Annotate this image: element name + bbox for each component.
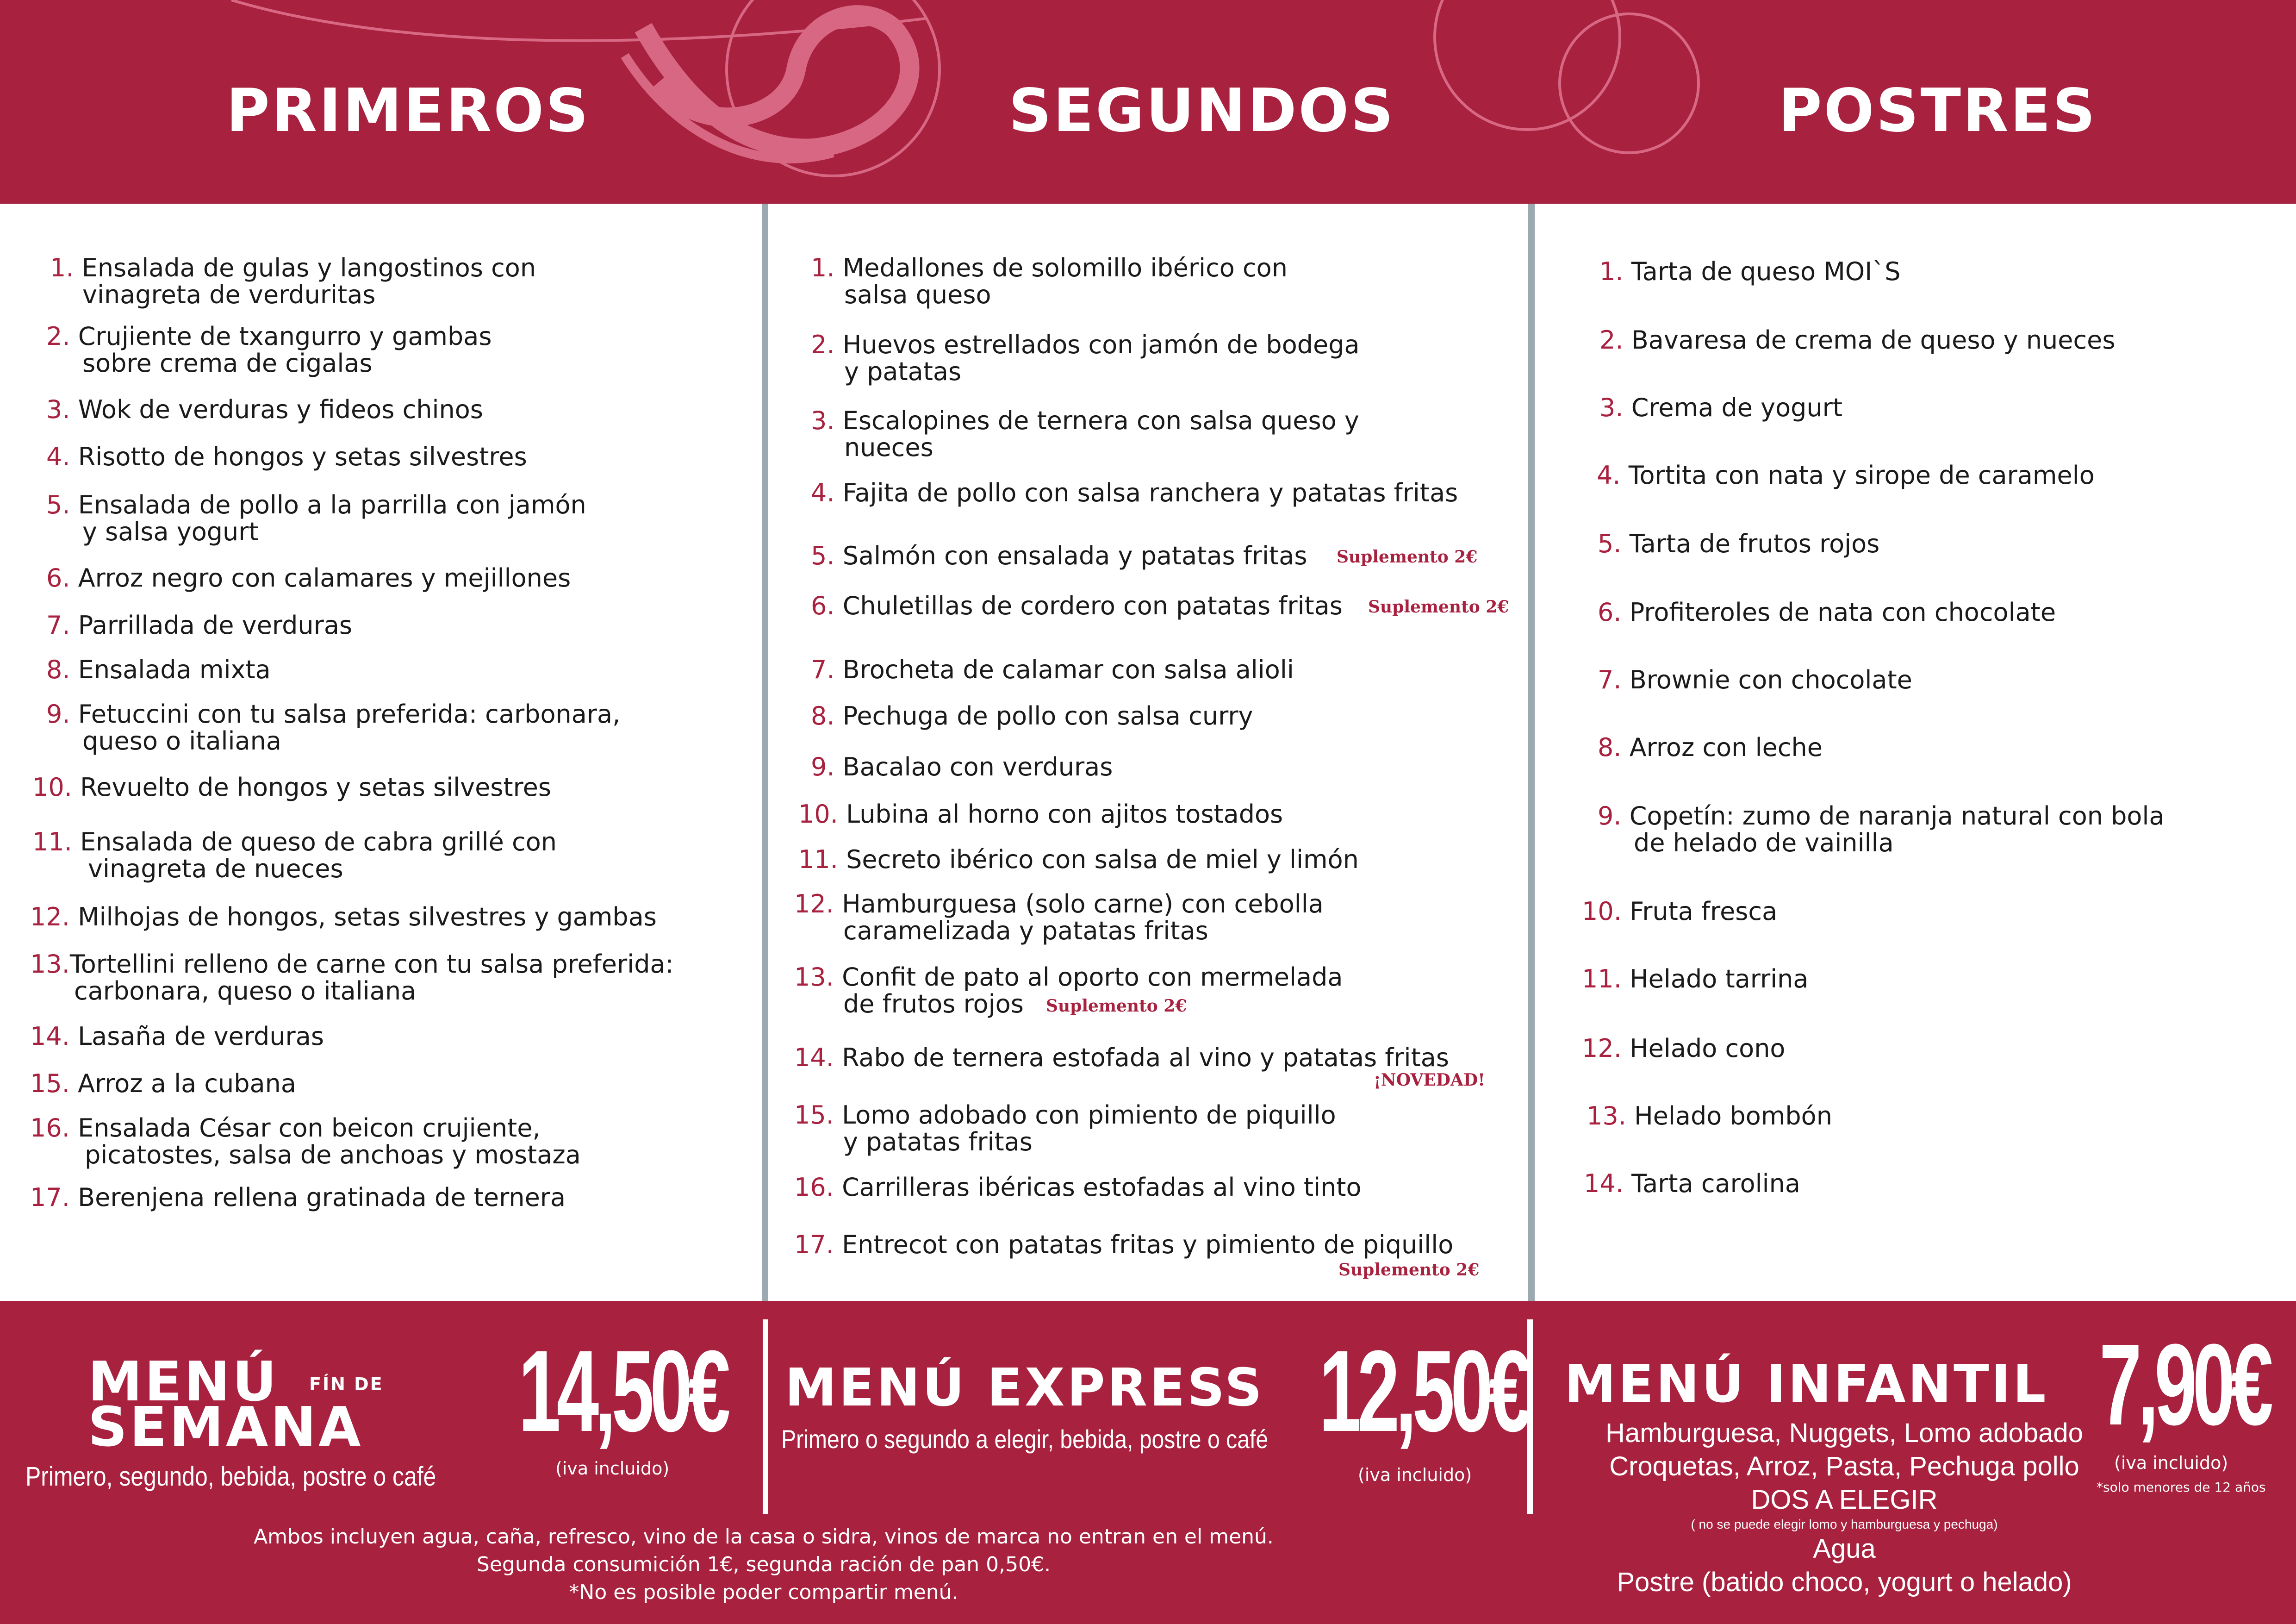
- footer-line: *No es posible poder compartir menú.: [569, 1580, 958, 1604]
- list-item: 6. Chuletillas de cordero con patatas fritas: [811, 591, 1343, 620]
- list-item: 16. Ensalada César con beicon crujiente, picatostes, salsa de anchoas y mostaza: [30, 1113, 581, 1169]
- list-item: 4. Fajita de pollo con salsa ranchera y patatas fritas: [811, 478, 1458, 507]
- list-item: 17. Berenjena rellena gratinada de ternera: [30, 1183, 566, 1212]
- menu-tag: FÍN DE: [309, 1374, 384, 1394]
- list-item: 7. Brocheta de calamar con salsa alioli: [811, 655, 1294, 684]
- footer-line: Segunda consumición 1€, segunda ración de pan 0,50€.: [476, 1553, 1051, 1576]
- column-divider: [1528, 204, 1535, 1301]
- list-item: 2. Bavaresa de crema de queso y nueces: [1599, 325, 2116, 355]
- list-item: 12. Helado cono: [1582, 1034, 1786, 1063]
- footer-line: Ambos incluyen agua, caña, refresco, vino de la casa o sidra, vinos de marca no entran en el menú.: [254, 1525, 1274, 1549]
- list-item: 12. Hamburguesa (solo carne) con cebolla caramelizada y patatas fritas: [794, 889, 1324, 945]
- list-item: 13. Helado bombón: [1587, 1101, 1832, 1131]
- list-item: 10. Revuelto de hongos y setas silvestres: [32, 773, 551, 802]
- list-item: 4. Risotto de hongos y setas silvestres: [46, 442, 527, 471]
- list-item: 15. Arroz a la cubana: [30, 1069, 296, 1098]
- list-item: 14. Tarta carolina: [1584, 1169, 1800, 1198]
- infantil-line: DOS A ELEGIR: [1751, 1485, 1938, 1515]
- list-item: 1. Tarta de queso MOI`S: [1599, 257, 1901, 286]
- menu-title: MENÚ INFANTIL: [1564, 1354, 2048, 1414]
- heading-primeros: PRIMEROS: [226, 76, 591, 145]
- iva-note: (iva incluido): [555, 1458, 670, 1479]
- list-item: 9. Bacalao con verduras: [811, 752, 1113, 781]
- list-item: 11. Secreto ibérico con salsa de miel y limón: [798, 845, 1359, 874]
- list-item: 14. Rabo de ternera estofada al vino y patatas fritas: [794, 1043, 1449, 1072]
- list-item: 6. Arroz negro con calamares y mejillones: [46, 563, 571, 593]
- list-item: 1. Medallones de solomillo ibérico con salsa queso: [811, 253, 1288, 309]
- list-item: 16. Carrilleras ibéricas estofadas al vino tinto: [794, 1173, 1362, 1202]
- infantil-line: Croquetas, Arroz, Pasta, Pechuga pollo: [1609, 1451, 2079, 1481]
- infantil-line: Hamburguesa, Nuggets, Lomo adobado: [1605, 1418, 2083, 1448]
- iva-note: (iva incluido): [1358, 1465, 1472, 1485]
- list-item: 11. Ensalada de queso de cabra grillé con vinagreta de nueces: [32, 827, 557, 883]
- list-item: 6. Profiteroles de nata con chocolate: [1598, 598, 2056, 627]
- supplement-note: Suplemento 2€: [1337, 547, 1478, 567]
- list-item: 7. Brownie con chocolate: [1598, 665, 1912, 694]
- infantil-note: ( no se puede elegir lomo y hamburguesa y pechuga): [1691, 1517, 1998, 1531]
- age-note: *solo menores de 12 años: [2097, 1480, 2266, 1495]
- list-item: 1. Ensalada de gulas y langostinos con vinagreta de verduritas: [50, 253, 536, 309]
- list-item: 7. Parrillada de verduras: [46, 611, 353, 640]
- menu-title: MENÚ EXPRESS: [785, 1358, 1264, 1418]
- heading-segundos: SEGUNDOS: [1008, 76, 1395, 145]
- list-item: 3. Crema de yogurt: [1599, 393, 1843, 422]
- list-item: 10. Lubina al horno con ajitos tostados: [798, 800, 1283, 829]
- supplement-note: Suplemento 2€: [1368, 597, 1509, 617]
- infantil-line: Postre (batido choco, yogurt o helado): [1617, 1567, 2072, 1597]
- list-item: 9. Fetuccini con tu salsa preferida: carbonara, queso o italiana: [46, 700, 621, 756]
- heading-postres: POSTRES: [1778, 76, 2097, 145]
- list-item: 5. Tarta de frutos rojos: [1598, 529, 1880, 558]
- list-item: 13. Confit de pato al oporto con mermelada de frutos rojos: [794, 962, 1343, 1018]
- menu-description: Primero o segundo a elegir, bebida, postre o café: [781, 1424, 1269, 1454]
- list-item: 13.Tortellini relleno de carne con tu salsa preferida: carbonara, queso o italiana: [30, 949, 674, 1006]
- supplement-note: Suplemento 2€: [1046, 996, 1187, 1016]
- list-item: 3. Wok de verduras y fideos chinos: [46, 395, 483, 424]
- list-item: 11. Helado tarrina: [1582, 964, 1809, 993]
- list-item: 2. Crujiente de txangurro y gambas sobre crema de cigalas: [46, 322, 492, 378]
- menu-price: 14,50€: [518, 1326, 727, 1455]
- menu-divider: [763, 1319, 768, 1514]
- list-item: 3. Escalopines de ternera con salsa queso y nueces: [811, 406, 1359, 462]
- novedad-badge: ¡NOVEDAD!: [1374, 1070, 1485, 1090]
- footer-notes: [0, 1523, 1527, 1606]
- column-divider: [762, 204, 768, 1301]
- list-item: 9. Copetín: zumo de naranja natural con bola de helado de vainilla: [1598, 801, 2165, 857]
- supplement-note: Suplemento 2€: [1338, 1260, 1480, 1280]
- list-item: 2. Huevos estrellados con jamón de bodega y patatas: [811, 330, 1360, 386]
- list-item: 8. Pechuga de pollo con salsa curry: [811, 701, 1253, 731]
- menu-price: 12,50€: [1319, 1326, 1527, 1455]
- iva-note: (iva incluido): [2114, 1453, 2228, 1473]
- list-item: 12. Milhojas de hongos, setas silvestres y gambas: [30, 902, 657, 931]
- menu-price: 7,90€: [2099, 1320, 2269, 1449]
- list-item: 4. Tortita con nata y sirope de caramelo: [1597, 461, 2095, 490]
- menu-title: SEMANA: [88, 1395, 363, 1459]
- infantil-line: Agua: [1813, 1534, 1876, 1564]
- list-item: 8. Arroz con leche: [1598, 733, 1823, 762]
- list-item: 14. Lasaña de verduras: [30, 1022, 324, 1051]
- list-item: 10. Fruta fresca: [1582, 897, 1778, 926]
- menu-title: MENÚ: [88, 1349, 279, 1413]
- infantil-options: [1527, 1417, 2161, 1599]
- menu-description: Primero, segundo, bebida, postre o café: [25, 1462, 436, 1492]
- list-item: 17. Entrecot con patatas fritas y pimiento de piquillo: [794, 1230, 1454, 1259]
- list-item: 5. Salmón con ensalada y patatas fritas: [811, 541, 1307, 570]
- list-item: 15. Lomo adobado con pimiento de piquillo y patatas fritas: [794, 1100, 1336, 1156]
- list-item: 8. Ensalada mixta: [46, 655, 271, 684]
- list-item: 5. Ensalada de pollo a la parrilla con jamón y salsa yogurt: [46, 490, 586, 546]
